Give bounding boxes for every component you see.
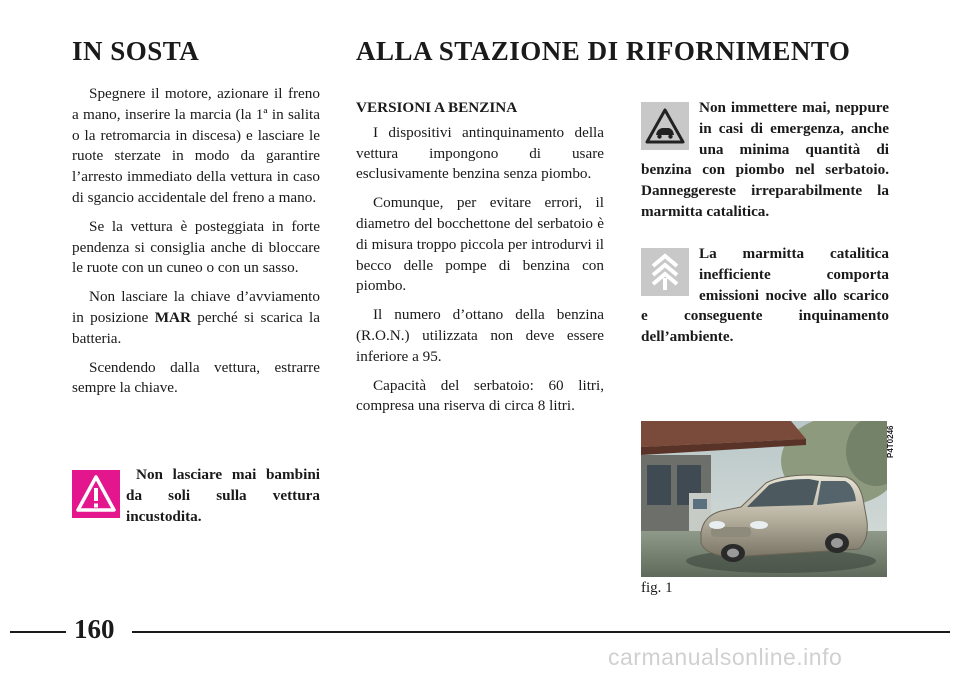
- text-run: perché si scarica la batteria.: [72, 308, 320, 347]
- warning-triangle-icon: [72, 470, 120, 518]
- paragraph: I dispositivi antinquinamento della vettura impongono di usare esclusivamente benzina senza piombo.: [356, 123, 604, 183]
- paragraph: [72, 287, 320, 349]
- text-run: Non lasciare la chiave d’avviamento in posizione: [72, 288, 320, 326]
- subheading-benzina: VERSIONI A BENZINA: [356, 99, 518, 116]
- car-fuel-station-photo: [641, 421, 887, 577]
- child-warning-text: Non lasciare mai bambini da soli sulla vettura incustodita.: [126, 466, 320, 525]
- float-spacer: [641, 244, 699, 304]
- footer-rule-left: [10, 631, 66, 633]
- section-title-in-sosta: IN SOSTA: [72, 36, 200, 66]
- paragraph: Comunque, per evitare errori, il diametro del bocchettone del serbatoio è di misura troppo piccola per introdurvi il becco delle pompe di benzina con piombo.: [356, 194, 605, 295]
- paragraph: Spegnere il motore, azionare il freno a mano, inserire la marcia (la 1ª in salita o la retromarcia in discesa) e lasciare le ruote sterzate in modo da garantire l’arresto immediato della vettura in caso di sgancio accidentale del freno a mano.: [72, 85, 320, 206]
- float-spacer: [641, 98, 699, 158]
- catalytic-warning-text: La marmitta catalitica inefficiente comporta emissioni nocive allo scarico e conseguente inquinamento dell’ambiente.: [641, 245, 889, 346]
- leaded-fuel-warning: [641, 98, 889, 223]
- footer-rule-right: [132, 631, 950, 633]
- watermark: carmanualsonline.info: [608, 644, 843, 670]
- photo-code: P4T0246: [886, 425, 895, 458]
- paragraph: Il numero d’ottano della benzina (R.O.N.) utilizzata non deve essere inferiore a 95.: [356, 306, 604, 365]
- paragraph: Scendendo dalla vettura, estrarre sempre la chiave.: [72, 358, 320, 397]
- paragraph: Capacità del serbatoio: 60 litri, compresa una riserva di circa 8 litri.: [356, 376, 604, 415]
- paragraph: Se la vettura è posteggiata in forte pendenza si consiglia anche di bloccare le ruote con un cuneo o con un sasso.: [72, 217, 320, 277]
- figure-caption: fig. 1: [641, 580, 673, 596]
- key-position-mar: MAR: [154, 308, 191, 326]
- rifornimento-body: [356, 98, 604, 425]
- section-title-rifornimento: ALLA STAZIONE DI RIFORNIMENTO: [356, 36, 851, 66]
- page-number: 160: [74, 614, 115, 644]
- leaded-fuel-warning-text: Non immettere mai, neppure in casi di emergenza, anche una minima quantità di benzina con piombo nel serbatoio. Danneggereste irreparabilmente la marmitta catalitica.: [641, 99, 889, 220]
- catalytic-warning: [641, 244, 889, 348]
- in-sosta-body: [72, 84, 320, 407]
